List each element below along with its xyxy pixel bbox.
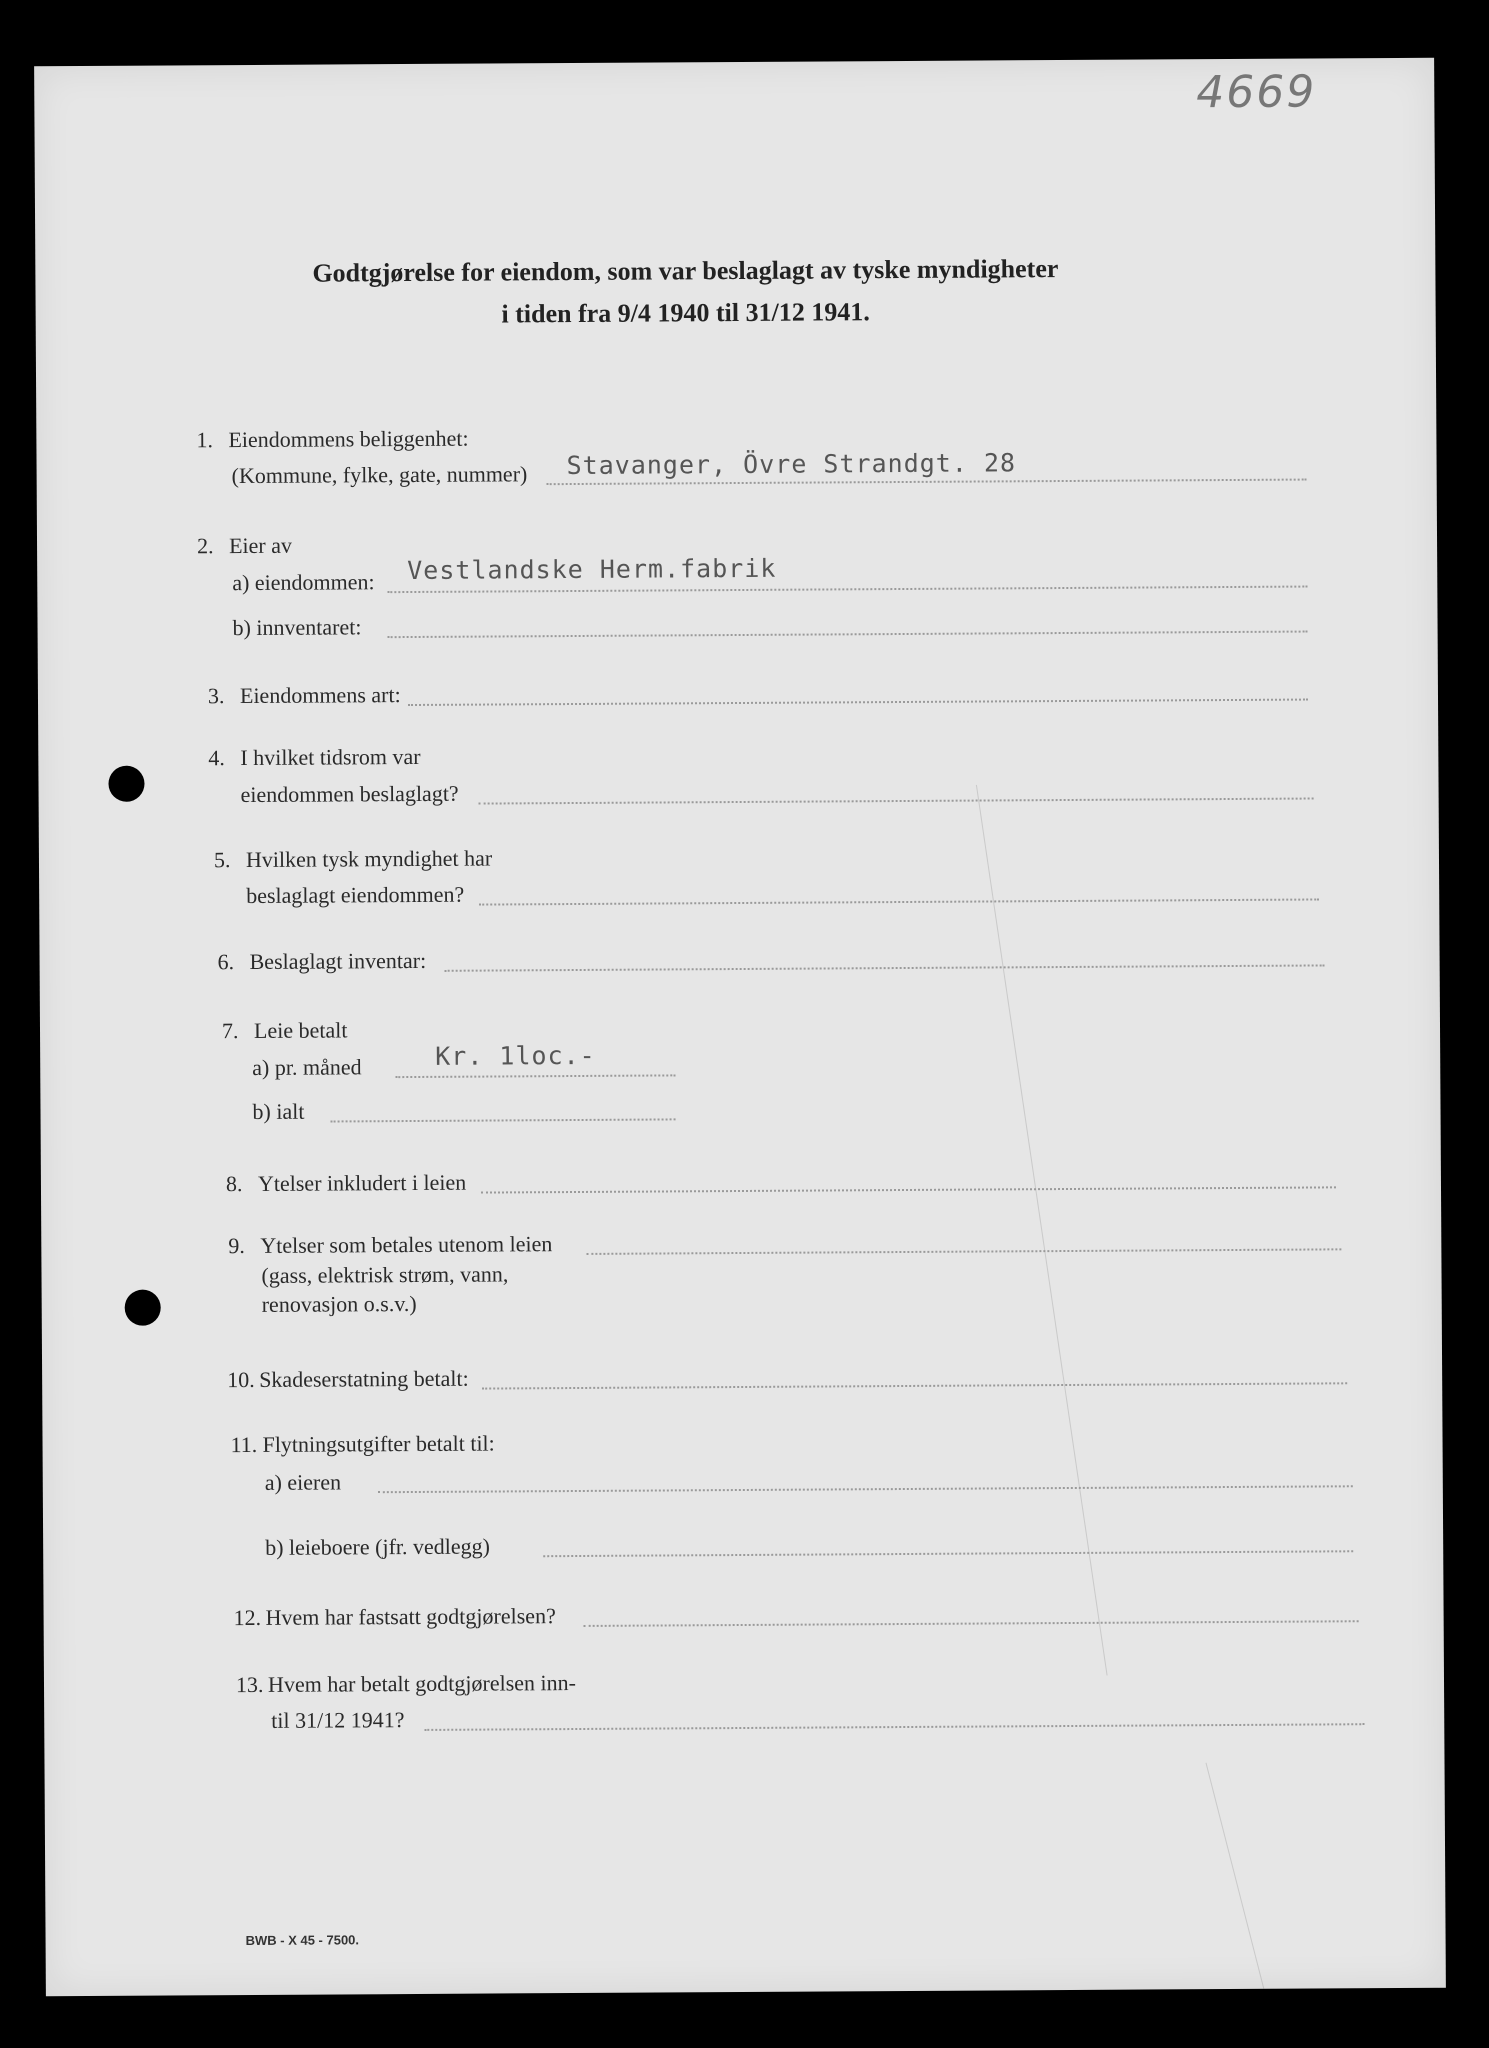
item-1-label: 1. Eiendommens beliggenhet: bbox=[196, 425, 469, 453]
item-11b-field-line bbox=[543, 1550, 1353, 1557]
item-2-label: 2. Eier av bbox=[196, 532, 293, 559]
item-12-field-line bbox=[584, 1620, 1359, 1627]
item-5-sub: beslaglagt eiendommen? bbox=[246, 881, 465, 909]
item-7a-field-line bbox=[395, 1074, 675, 1078]
item-1-sub: (Kommune, fylke, gate, nummer) bbox=[231, 461, 528, 489]
item-5-field-line bbox=[479, 898, 1319, 905]
item-8-label: 8. Ytelser inkludert i leien bbox=[225, 1169, 467, 1197]
item-9-field-line bbox=[586, 1248, 1341, 1255]
item-13-field-line bbox=[424, 1723, 1364, 1731]
item-4-field-line bbox=[479, 797, 1314, 804]
item-3-field-line bbox=[408, 699, 1308, 706]
archive-number: 4669 bbox=[1196, 66, 1317, 119]
print-code-footer: BWB - X 45 - 7500. bbox=[245, 1932, 360, 1949]
title-line-1: Godtgjørelse for eiendom, som var beslaglagt av tyske myndigheter bbox=[312, 254, 1059, 288]
item-11a-field-line bbox=[378, 1485, 1353, 1493]
item-2a-label: a) eiendommen: bbox=[232, 569, 375, 596]
item-7a-label: a) pr. måned bbox=[252, 1054, 362, 1080]
item-9-label: 9. Ytelser som betales utenom leien bbox=[228, 1231, 553, 1259]
paper-crease bbox=[976, 785, 1108, 1676]
item-2a-field-line bbox=[387, 586, 1307, 594]
item-number: 1. bbox=[196, 427, 213, 453]
punch-hole-top bbox=[108, 766, 144, 802]
item-4-sub: eiendommen beslaglagt? bbox=[240, 780, 459, 808]
item-4-label: 4. I hvilket tidsrom var bbox=[208, 743, 421, 771]
paper-crease bbox=[1205, 1763, 1265, 1996]
item-1-field-line bbox=[547, 479, 1307, 486]
item-3-label: 3. Eiendommens art: bbox=[207, 682, 401, 709]
item-7b-label: b) ialt bbox=[252, 1098, 305, 1124]
item-11-label: 11. Flytningsutgifter betalt til: bbox=[230, 1430, 495, 1458]
item-13-sub: til 31/12 1941? bbox=[271, 1707, 405, 1733]
item-7-label: 7. Leie betalt bbox=[221, 1017, 348, 1044]
punch-hole-bottom bbox=[125, 1290, 161, 1326]
item-7a-value: Kr. 1loc.- bbox=[435, 1040, 596, 1071]
item-11a-label: a) eieren bbox=[264, 1469, 342, 1495]
item-8-field-line bbox=[481, 1186, 1336, 1193]
title-line-2: i tiden fra 9/4 1940 til 31/12 1941. bbox=[501, 297, 870, 329]
item-12-label: 12. Hvem har fastsatt godtgjørelsen? bbox=[233, 1603, 556, 1631]
item-1-value: Stavanger, Övre Strandgt. 28 bbox=[566, 448, 1017, 481]
item-6-field-line bbox=[445, 964, 1325, 971]
item-5-label: 5. Hvilken tysk myndighet har bbox=[213, 845, 493, 873]
item-10-label: 10. Skadeserstatning betalt: bbox=[227, 1365, 469, 1393]
form-page bbox=[34, 58, 1446, 1997]
item-10-field-line bbox=[482, 1382, 1347, 1389]
item-2a-value: Vestlandske Herm.fabrik bbox=[407, 553, 777, 586]
item-6-label: 6. Beslaglagt inventar: bbox=[217, 947, 427, 975]
item-9-sub-1: (gass, elektrisk strøm, vann, bbox=[261, 1261, 509, 1288]
item-13-label: 13. Hvem har betalt godtgjørelsen inn- bbox=[235, 1670, 576, 1698]
item-7b-field-line bbox=[331, 1118, 676, 1122]
item-11b-label: b) leieboere (jfr. vedlegg) bbox=[265, 1533, 491, 1560]
form-title bbox=[185, 247, 1185, 337]
item-2b-label: b) innventaret: bbox=[232, 614, 362, 641]
item-9-sub-2: renovasjon o.s.v.) bbox=[261, 1290, 417, 1317]
item-2b-field-line bbox=[388, 631, 1308, 639]
